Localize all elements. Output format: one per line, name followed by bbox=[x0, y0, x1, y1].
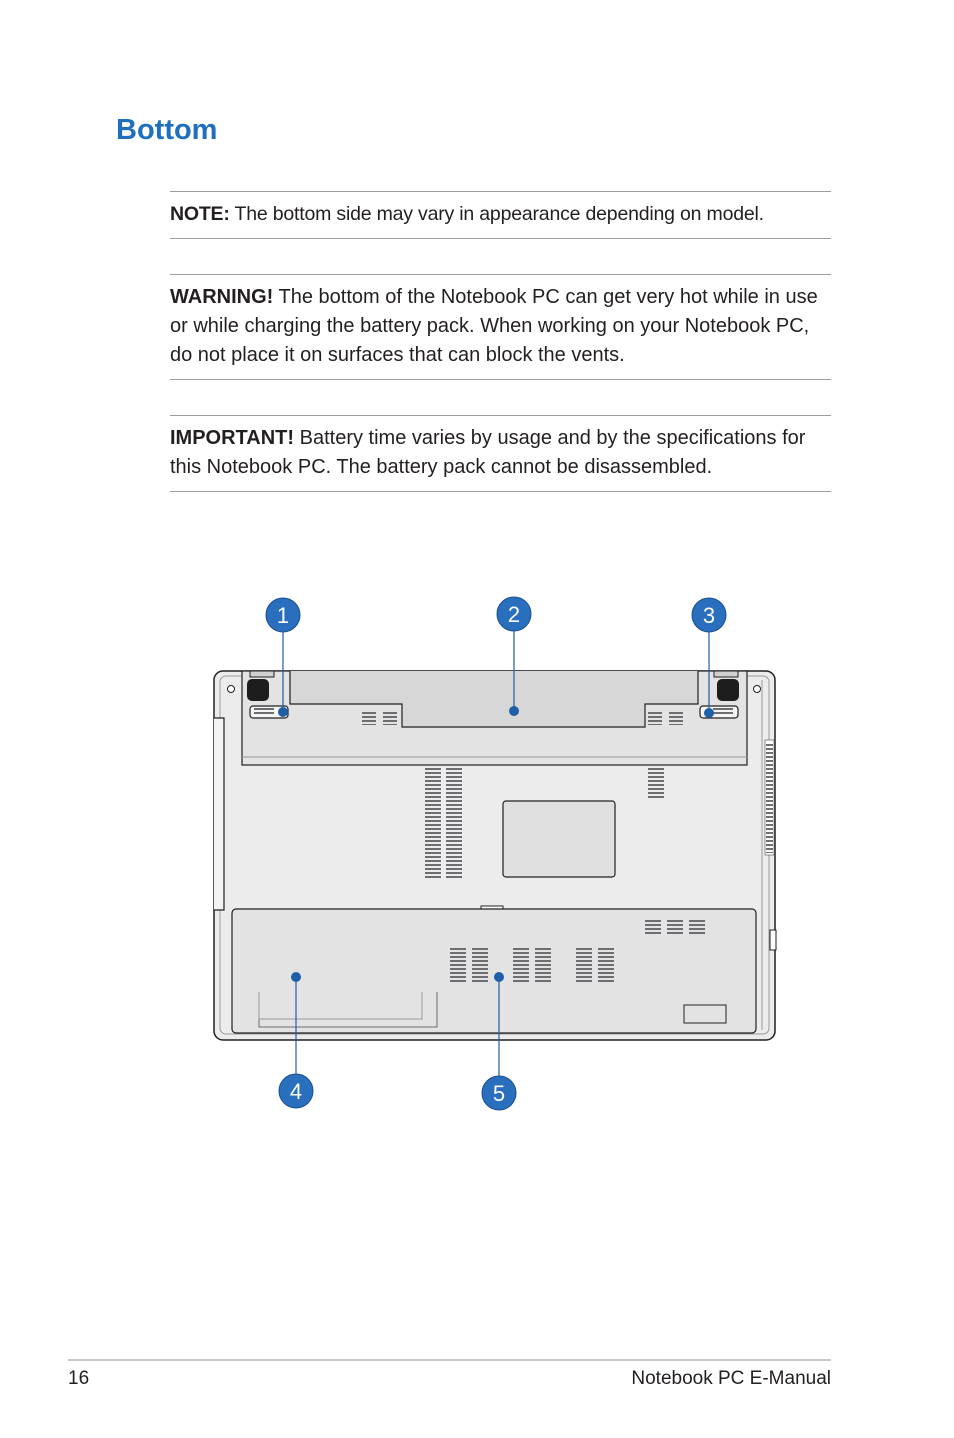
callout-5 bbox=[482, 1076, 516, 1110]
compartment-cover bbox=[232, 909, 756, 1033]
note-label: NOTE: bbox=[170, 203, 230, 225]
callout-5-label: 5 bbox=[492, 1081, 506, 1106]
note-text: The bottom side may vary in appearance depending on model. bbox=[229, 203, 764, 225]
callout-1 bbox=[266, 598, 300, 632]
warning-text: The bottom of the Notebook PC can get very hot while in use or while charging the battery pack. When working on your Notebook PC, do not place it on surfaces that can block the vents. bbox=[170, 286, 818, 366]
page-number: 16 bbox=[68, 1368, 90, 1389]
side-vent bbox=[765, 740, 774, 855]
document-title: Notebook PC E-Manual bbox=[631, 1368, 831, 1389]
callout-4 bbox=[279, 1074, 313, 1108]
footer-rule bbox=[68, 1359, 831, 1361]
important-label: IMPORTANT! bbox=[170, 427, 295, 449]
callout-3-label: 3 bbox=[702, 603, 716, 628]
callout-4-label: 4 bbox=[289, 1079, 303, 1104]
callout-3 bbox=[692, 598, 726, 632]
battery-pack bbox=[242, 671, 747, 765]
callout-1-label: 1 bbox=[276, 603, 290, 628]
warning-label: WARNING! bbox=[170, 286, 274, 308]
callout-2 bbox=[497, 597, 531, 631]
callout-2-label: 2 bbox=[507, 602, 521, 627]
important-text: Battery time varies by usage and by the specifications for this Notebook PC. The battery pack cannot be disassembled. bbox=[170, 427, 806, 478]
page-title: Bottom bbox=[116, 114, 218, 146]
